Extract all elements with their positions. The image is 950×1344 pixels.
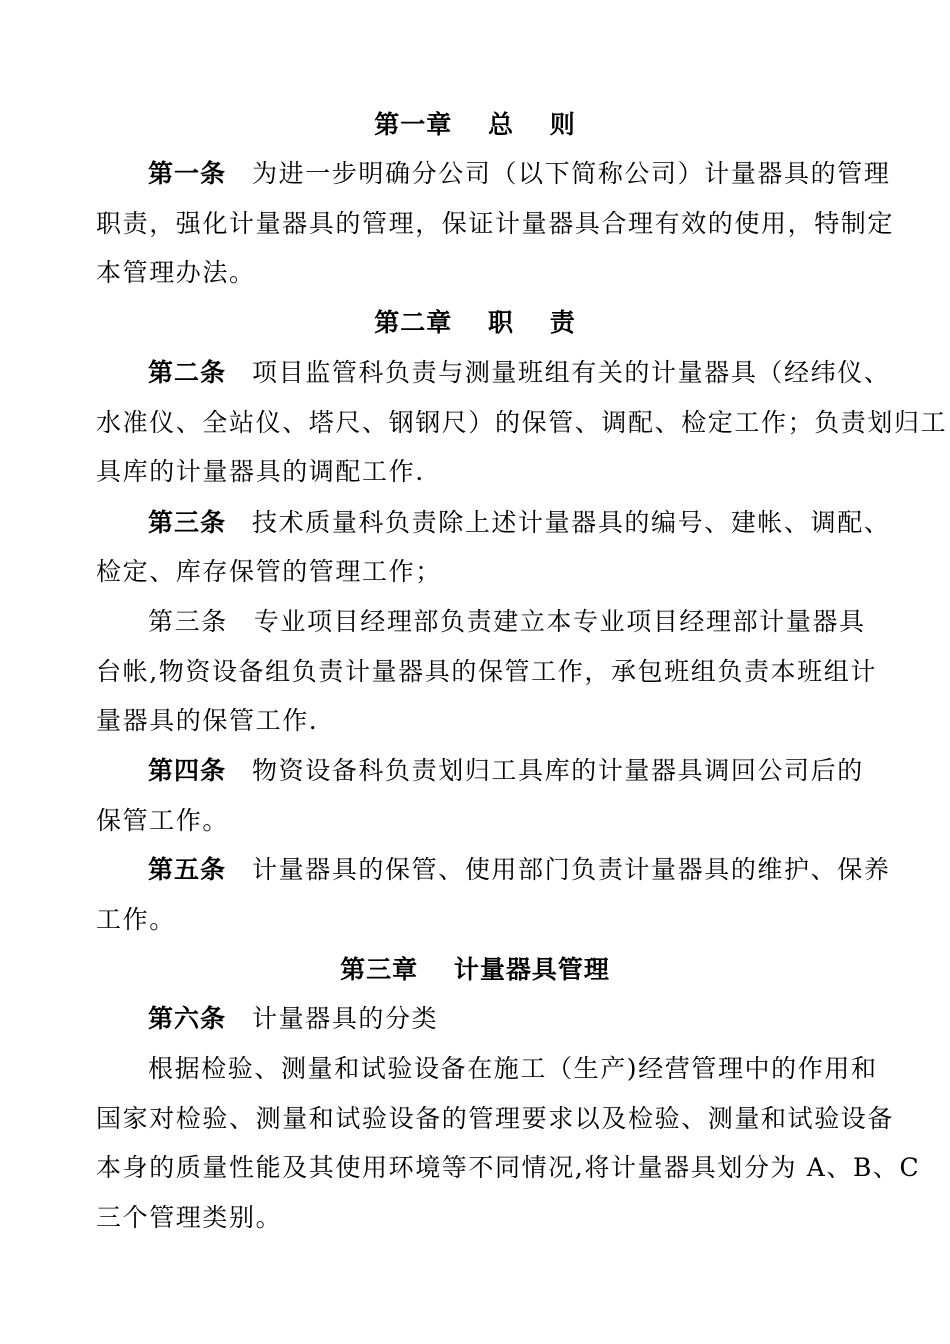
article-1-line-3: 本管理办法。 — [96, 258, 256, 287]
article-3b-line-1 — [148, 605, 866, 639]
paragraph-line-3: 本身的质量性能及其使用环境等不同情况,将计量器具划分为 A、B、C — [96, 1153, 921, 1182]
article-4-label: 第四条 — [148, 756, 227, 785]
article-5-line-1 — [148, 853, 890, 887]
paragraph-line-4: 三个管理类别。 — [96, 1203, 283, 1232]
article-4-line-1 — [148, 754, 864, 788]
article-3b-line-2: 台帐,物资设备组负责计量器具的保管工作，承包班组负责本班组计 — [96, 657, 877, 686]
article-3b-text-1: 专业项目经理部负责建立本专业项目经理部计量器具 — [253, 607, 866, 636]
article-3b-label: 第三条 — [148, 607, 228, 636]
article-4-line-2: 保管工作。 — [96, 806, 230, 835]
paragraph-line-1: 根据检验、测量和试验设备在施工（生产)经营管理中的作用和 — [148, 1054, 878, 1083]
article-1-text-1: 为进一步明确分公司（以下简称公司）计量器具的管理 — [252, 159, 891, 188]
article-1-line-2: 职责，强化计量器具的管理，保证计量器具合理有效的使用，特制定 — [96, 209, 895, 238]
article-3-label: 第三条 — [148, 508, 227, 537]
article-2-text-1: 项目监管科负责与测量班组有关的计量器具（经纬仪、 — [252, 358, 891, 387]
article-4-text-1: 物资设备科负责划归工具库的计量器具调回公司后的 — [252, 756, 864, 785]
article-6-text-1: 计量器具的分类 — [252, 1004, 439, 1033]
article-2-line-1 — [148, 356, 890, 390]
article-5-label: 第五条 — [148, 855, 227, 884]
article-6-label: 第六条 — [148, 1004, 227, 1033]
article-2-label: 第二条 — [148, 358, 227, 387]
paragraph-line-2: 国家对检验、测量和试验设备的管理要求以及检验、测量和试验设备 — [96, 1104, 895, 1133]
article-3-line-1 — [148, 506, 890, 540]
chapter-2-heading: 第二章 职 责 — [374, 308, 576, 337]
article-3b-line-3: 量器具的保管工作. — [96, 706, 319, 735]
article-5-line-2: 工作。 — [96, 905, 176, 934]
article-3-text-1: 技术质量科负责除上述计量器具的编号、建帐、调配、 — [252, 508, 891, 537]
article-2-line-2: 水准仪、全站仪、塔尺、钢钢尺）的保管、调配、检定工作；负责划归工 — [96, 408, 948, 437]
article-3-line-2: 检定、库存保管的管理工作； — [96, 557, 442, 586]
article-1-line-1 — [148, 157, 890, 191]
article-1-label: 第一条 — [148, 159, 227, 188]
chapter-1-heading: 第一章 总 则 — [374, 110, 576, 139]
article-6-line-1 — [148, 1002, 438, 1036]
chapter-3-heading: 第三章 计量器具管理 — [340, 955, 610, 984]
article-5-text-1: 计量器具的保管、使用部门负责计量器具的维护、保养 — [252, 855, 891, 884]
article-2-line-3: 具库的计量器具的调配工作. — [96, 457, 425, 486]
